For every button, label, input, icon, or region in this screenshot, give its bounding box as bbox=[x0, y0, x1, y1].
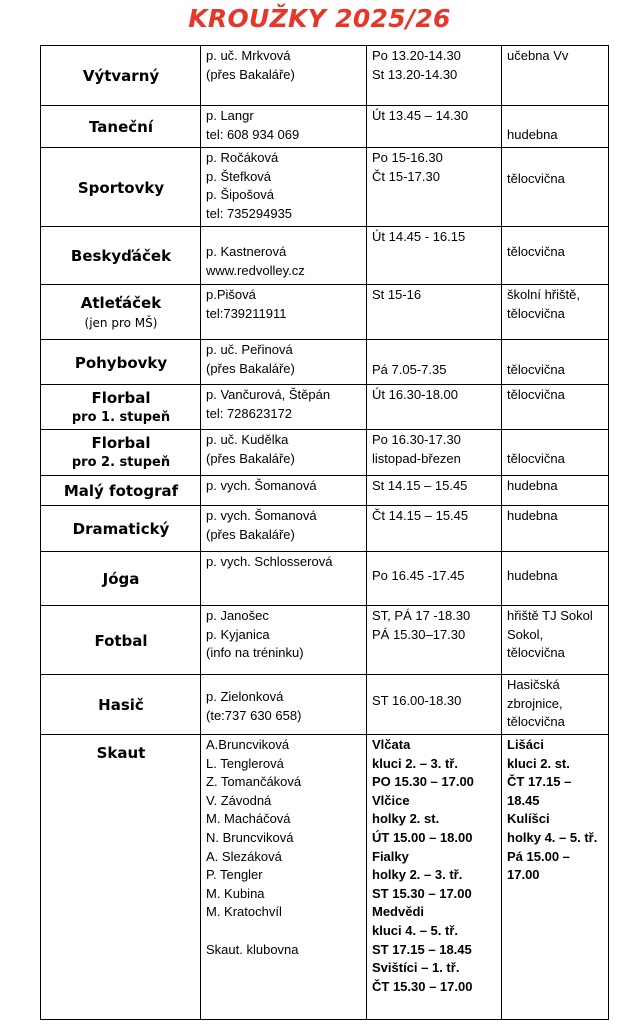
club-name-subtitle: (jen pro MŠ) bbox=[84, 315, 158, 330]
table-row bbox=[41, 46, 609, 106]
place-line: ČT 17.15 – bbox=[507, 774, 572, 790]
leader-line: p. Šipošová bbox=[206, 187, 274, 203]
club-name-cell bbox=[41, 227, 201, 285]
leader-line: N. Bruncviková bbox=[206, 829, 294, 845]
club-name-cell bbox=[41, 106, 201, 148]
place-cell bbox=[502, 285, 609, 340]
place-cell bbox=[502, 106, 609, 148]
leader-cell bbox=[201, 340, 367, 385]
place-cell bbox=[502, 606, 609, 675]
leader-line: M. Kratochvíl bbox=[206, 904, 282, 920]
place-line: tělocvična bbox=[507, 362, 565, 377]
club-name: Florbal bbox=[91, 434, 151, 452]
place-line: hudebna bbox=[507, 508, 558, 523]
club-name: Beskyďáček bbox=[70, 247, 172, 265]
club-name-cell bbox=[41, 285, 201, 340]
place-line: tělocvična bbox=[507, 451, 565, 466]
club-name: Florbal bbox=[91, 388, 151, 407]
time-line: Svištíci – 1. tř. bbox=[372, 960, 460, 976]
leader-line: p.Pišová bbox=[206, 287, 256, 302]
place-line: kluci 2. st. bbox=[507, 755, 570, 771]
table-row bbox=[41, 735, 609, 1020]
leader-cell bbox=[201, 675, 367, 735]
time-cell bbox=[367, 430, 502, 476]
time-cell bbox=[367, 506, 502, 552]
club-name: Fotbal bbox=[94, 631, 148, 650]
table-row bbox=[41, 148, 609, 227]
table-row bbox=[41, 506, 609, 552]
club-name-cell bbox=[41, 340, 201, 385]
time-line: Po 16.30-17.30 bbox=[372, 432, 461, 447]
place-line: hudebna bbox=[507, 568, 558, 583]
place-line: tělocvična bbox=[507, 244, 565, 259]
leader-line: p. Janošec bbox=[206, 608, 269, 623]
place-cell bbox=[502, 385, 609, 430]
leader-line: Skaut. klubovna bbox=[206, 941, 299, 957]
time-cell bbox=[367, 675, 502, 735]
leader-line: P. Tengler bbox=[206, 867, 263, 883]
table-row bbox=[41, 285, 609, 340]
leader-line: p. uč. Peřinová bbox=[206, 342, 293, 357]
club-name-cell bbox=[41, 675, 201, 735]
time-line: Po 13.20-14.30 bbox=[372, 48, 461, 63]
page-title: KROUŽKY 2025/26 bbox=[188, 4, 451, 33]
club-name: Sportovky bbox=[77, 178, 165, 197]
club-name-cell bbox=[41, 430, 201, 476]
place-cell bbox=[502, 476, 609, 506]
table-row bbox=[41, 675, 609, 735]
place-line: hudebna bbox=[507, 478, 558, 493]
leader-cell bbox=[201, 106, 367, 148]
club-name-cell bbox=[41, 46, 201, 106]
leader-line: p. vych. Šomanová bbox=[206, 508, 317, 523]
leader-line: L. Tenglerová bbox=[206, 755, 284, 771]
place-line: učebna Vv bbox=[507, 48, 569, 63]
place-cell bbox=[502, 506, 609, 552]
leader-line: p. vych. Šomanová bbox=[206, 478, 317, 493]
time-cell bbox=[367, 46, 502, 106]
leader-cell bbox=[201, 285, 367, 340]
table-row bbox=[41, 227, 609, 285]
place-line: tělocvična bbox=[507, 645, 565, 661]
place-line: 17.00 bbox=[507, 867, 540, 883]
club-name-subtitle: pro 1. stupeň bbox=[71, 409, 171, 425]
table-row bbox=[41, 340, 609, 385]
leader-line: A. Slezáková bbox=[206, 848, 282, 864]
table-row bbox=[41, 476, 609, 506]
leader-line: p. Zielonková bbox=[206, 689, 284, 704]
time-cell bbox=[367, 476, 502, 506]
time-line: ST, PÁ 17 -18.30 bbox=[372, 608, 471, 623]
time-cell bbox=[367, 606, 502, 675]
time-line: Pá 7.05-7.35 bbox=[372, 362, 447, 377]
leader-line: p. vych. Schlosserová bbox=[206, 554, 333, 569]
club-name: Jóga bbox=[102, 570, 140, 588]
time-line: Vlčice bbox=[372, 792, 410, 808]
leader-line: M. Kubina bbox=[206, 885, 265, 901]
place-cell bbox=[502, 148, 609, 227]
place-line: hudebna bbox=[507, 127, 558, 142]
leader-line: p. uč. Kudělka bbox=[206, 432, 289, 447]
leader-line: (info na tréninku) bbox=[206, 645, 304, 661]
place-cell bbox=[502, 46, 609, 106]
leader-line: (přes Bakaláře) bbox=[206, 526, 295, 542]
place-cell bbox=[502, 227, 609, 285]
time-line: St 15-16 bbox=[372, 287, 422, 302]
table-row bbox=[41, 606, 609, 675]
place-line: zbrojnice, bbox=[507, 695, 563, 711]
club-name-cell bbox=[41, 552, 201, 606]
club-name: Pohybovky bbox=[74, 353, 168, 372]
club-name-cell bbox=[41, 148, 201, 227]
club-name: Malý fotograf bbox=[63, 482, 179, 500]
leader-line: p. Vančurová, Štěpán bbox=[206, 387, 331, 402]
leader-line: p. Štefková bbox=[206, 168, 272, 184]
place-cell bbox=[502, 735, 609, 1020]
place-line: Pá 15.00 – bbox=[507, 848, 570, 864]
time-line: ST 16.00-18.30 bbox=[372, 693, 462, 708]
place-line: tělocvična bbox=[507, 714, 565, 730]
leader-line: p. Langr bbox=[206, 108, 254, 123]
club-name-cell bbox=[41, 476, 201, 506]
leader-line: p. Kastnerová bbox=[206, 244, 287, 259]
time-line: ČT 15.30 – 17.00 bbox=[372, 978, 473, 994]
leader-line: tel:739211911 bbox=[206, 305, 287, 321]
time-line: Út 16.30-18.00 bbox=[372, 387, 459, 402]
time-cell bbox=[367, 735, 502, 1020]
time-cell bbox=[367, 552, 502, 606]
place-line: holky 4. – 5. tř. bbox=[507, 829, 598, 845]
leader-cell bbox=[201, 506, 367, 552]
leader-line: www.redvolley.cz bbox=[206, 262, 305, 278]
club-name: Taneční bbox=[89, 118, 153, 136]
place-line: tělocvična bbox=[507, 171, 565, 186]
time-cell bbox=[367, 385, 502, 430]
leader-line: (přes Bakaláře) bbox=[206, 450, 295, 466]
leader-line bbox=[206, 922, 362, 941]
leader-cell bbox=[201, 476, 367, 506]
clubs-table bbox=[40, 45, 609, 1020]
club-name-cell bbox=[41, 385, 201, 430]
leader-cell bbox=[201, 46, 367, 106]
leader-cell bbox=[201, 430, 367, 476]
time-line: Út 14.45 - 16.15 bbox=[372, 229, 466, 244]
leader-cell bbox=[201, 735, 367, 1020]
leader-cell bbox=[201, 148, 367, 227]
place-line: Kulíšci bbox=[507, 811, 550, 827]
leader-line: Z. Tomančáková bbox=[206, 774, 302, 790]
leader-cell bbox=[201, 606, 367, 675]
place-line: tělocvična bbox=[507, 387, 565, 402]
place-cell bbox=[502, 675, 609, 735]
time-line: Čt 15-17.30 bbox=[372, 168, 440, 184]
time-line: ÚT 15.00 – 18.00 bbox=[372, 829, 473, 845]
leader-line: tel: 728623172 bbox=[206, 405, 293, 421]
club-name: Skaut bbox=[96, 744, 146, 762]
leader-line: p. Kyjanica bbox=[206, 626, 270, 642]
time-line: kluci 2. – 3. tř. bbox=[372, 755, 458, 771]
time-line: Po 15-16.30 bbox=[372, 150, 443, 165]
leader-cell bbox=[201, 552, 367, 606]
leader-line: (te:737 630 658) bbox=[206, 707, 302, 723]
club-name: Hasič bbox=[98, 696, 144, 714]
time-line: holky 2. st. bbox=[372, 811, 440, 827]
leader-cell bbox=[201, 385, 367, 430]
place-line: školní hřiště, bbox=[507, 287, 580, 302]
time-cell bbox=[367, 227, 502, 285]
time-line: Čt 14.15 – 15.45 bbox=[372, 508, 469, 523]
time-line: PÁ 15.30–17.30 bbox=[372, 626, 466, 642]
leader-line: V. Závodná bbox=[206, 792, 272, 808]
time-line: PO 15.30 – 17.00 bbox=[372, 774, 474, 790]
time-line: Út 13.45 – 14.30 bbox=[372, 108, 469, 123]
time-line: kluci 4. – 5. tř. bbox=[372, 922, 458, 938]
place-cell bbox=[502, 340, 609, 385]
club-name-subtitle: pro 2. stupeň bbox=[71, 455, 171, 470]
place-line: tělocvična bbox=[507, 305, 565, 321]
time-cell bbox=[367, 148, 502, 227]
club-name: Výtvarný bbox=[82, 67, 160, 85]
leader-line: A.Bruncviková bbox=[206, 737, 290, 752]
leader-line: p. uč. Mrkvová bbox=[206, 48, 291, 63]
club-name: Dramatický bbox=[72, 520, 170, 538]
time-line: Medvědi bbox=[372, 904, 425, 920]
time-line: holky 2. – 3. tř. bbox=[372, 867, 463, 883]
time-cell bbox=[367, 340, 502, 385]
place-line: hřiště TJ Sokol bbox=[507, 608, 593, 623]
time-line: ST 17.15 – 18.45 bbox=[372, 941, 472, 957]
time-line: St 13.20-14.30 bbox=[372, 66, 458, 82]
time-cell bbox=[367, 285, 502, 340]
place-line: Hasičská bbox=[507, 677, 560, 692]
leader-cell bbox=[201, 227, 367, 285]
place-cell bbox=[502, 552, 609, 606]
leader-line: M. Macháčová bbox=[206, 811, 291, 827]
time-line: listopad-březen bbox=[372, 450, 461, 466]
club-name-cell bbox=[41, 735, 201, 1020]
leader-line: tel: 735294935 bbox=[206, 205, 293, 221]
time-line: Vlčata bbox=[372, 737, 411, 752]
time-cell bbox=[367, 106, 502, 148]
place-line: 18.45 bbox=[507, 792, 540, 808]
leader-line: p. Ročáková bbox=[206, 150, 279, 165]
club-name-cell bbox=[41, 506, 201, 552]
place-line: Lišáci bbox=[507, 737, 544, 752]
leader-line: tel: 608 934 069 bbox=[206, 126, 300, 142]
time-line: St 14.15 – 15.45 bbox=[372, 478, 468, 493]
club-name: Atleťáček bbox=[80, 293, 162, 312]
place-line: Sokol, bbox=[507, 626, 544, 642]
leader-line: (přes Bakaláře) bbox=[206, 66, 295, 82]
place-cell bbox=[502, 430, 609, 476]
table-row bbox=[41, 430, 609, 476]
club-name-cell bbox=[41, 606, 201, 675]
time-line: ST 15.30 – 17.00 bbox=[372, 885, 472, 901]
table-row bbox=[41, 385, 609, 430]
table-row bbox=[41, 106, 609, 148]
leader-line: (přes Bakaláře) bbox=[206, 360, 295, 376]
table-row bbox=[41, 552, 609, 606]
time-line: Fialky bbox=[372, 848, 409, 864]
time-line: Po 16.45 -17.45 bbox=[372, 568, 465, 583]
